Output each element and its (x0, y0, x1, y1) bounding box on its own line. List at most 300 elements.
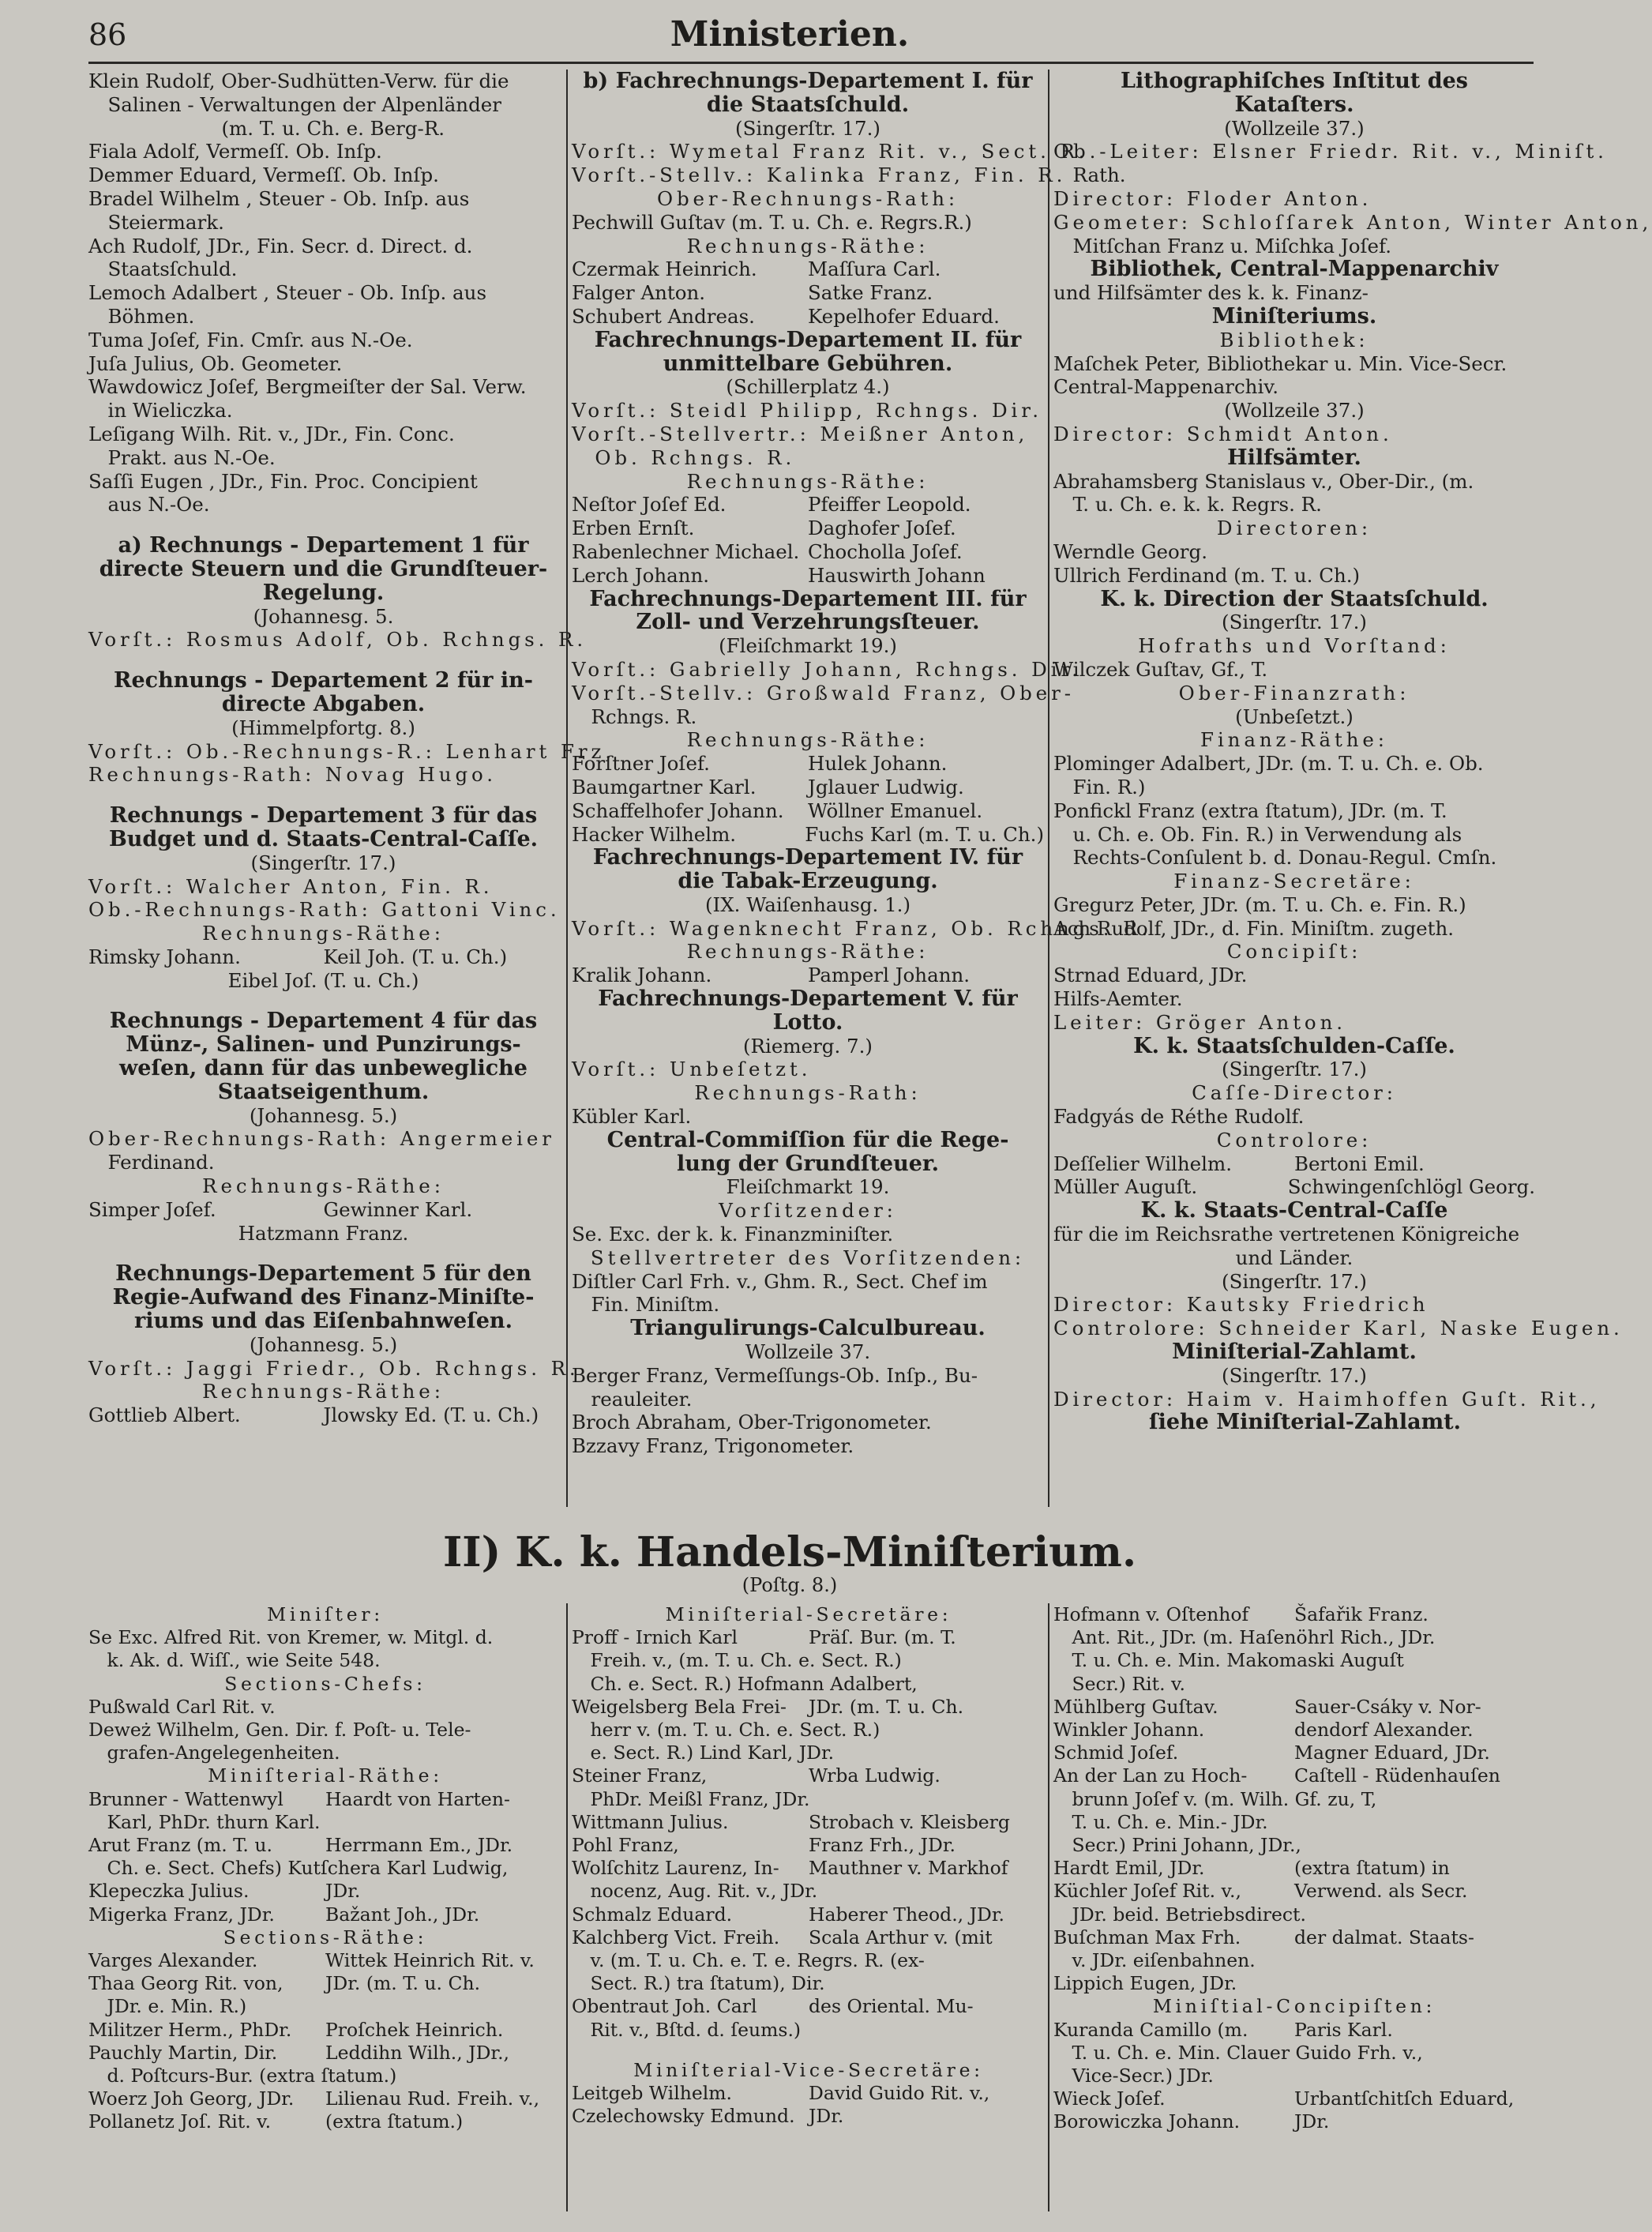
text-cell: Schwingenſchlögl Georg. (1287, 1175, 1535, 1199)
text-line (88, 1245, 558, 1262)
text-line: Leſigang Wilh. Rit. v., JDr., Fin. Conc. (88, 422, 455, 445)
text-line: unmittelbare Gebühren. (663, 351, 953, 376)
text-cell: Kalchberg Vict. Freih. (572, 1926, 780, 1948)
text-line: Wilczek Guſtav, Gf., T. (1053, 657, 1268, 681)
text-cell: JDr. (1294, 2110, 1330, 2133)
text-line (1053, 1719, 1535, 1742)
text-cell: Wittmann Julius. (572, 1810, 729, 1833)
text-line: Tuma Joſef, Fin. Cmſr. aus N.-Oe. (88, 328, 413, 351)
text-line (572, 1995, 1046, 2018)
text-line: Vorſt.: Wagenknecht Franz, Ob. Rchngs. R. (572, 916, 1152, 940)
text-cell: Hardt Emil, JDr. (1053, 1857, 1205, 1880)
text-line: Sect. R.) tra ſtatum), Dir. (572, 1972, 825, 1995)
text-line: K. k. Staatsſchulden-Caſſe. (1133, 1033, 1455, 1058)
text-cell: Verwend. als Secr. (1294, 1880, 1468, 1903)
text-line (1053, 1603, 1535, 1626)
text-cell: Leddihn Wilh., JDr., (325, 2041, 510, 2064)
text-line (1053, 2110, 1535, 2133)
text-line: herr v. (m. T. u. Ch. e. Sect. R.) (572, 1719, 880, 1742)
text-line (88, 992, 558, 1009)
text-line: Hilfsämter. (1227, 445, 1361, 470)
upper-column-1 (88, 70, 615, 1427)
text-line (1053, 1857, 1535, 1880)
text-cell: Baumgartner Karl. (572, 775, 757, 798)
text-line: (Singerſtr. 17.) (735, 116, 880, 140)
text-line: Kataſters. (1234, 92, 1354, 117)
section-address: (Poſtg. 8.) (742, 1574, 838, 1596)
text-line: Mitſchan Franz u. Miſchka Joſef. (1053, 234, 1392, 257)
text-line: Hatzmann Franz. (238, 1221, 409, 1245)
text-cell: Wrba Ludwig. (809, 1764, 941, 1787)
text-line: Rechnungs-Räthe: (202, 1380, 445, 1403)
text-line: u. Ch. e. Ob. Fin. R.) in Verwendung als (1053, 822, 1462, 846)
text-cell: Erben Ernſt. (572, 517, 695, 540)
text-line: directe Steuern und die Grundſteuer- (99, 556, 548, 581)
text-line: Lithographiſches Inſtitut des (1120, 69, 1468, 93)
text-cell: Wolſchitz Laurenz, In- (572, 1857, 779, 1880)
text-line: (Singerſtr. 17.) (1222, 1058, 1367, 1081)
text-line: JDr. beid. Betriebsdirect. (1053, 1903, 1306, 1926)
text-line: Vorſt.-Stellvertr.: Meißner Anton, (572, 422, 1029, 445)
column-rule (566, 1603, 568, 2211)
text-cell: Arut Franz (m. T. u. (88, 1834, 272, 1857)
text-cell: Hacker Wilhelm. (572, 822, 737, 846)
text-line (572, 1857, 1046, 1880)
text-line: Rechnungs - Departement 2 für in- (114, 668, 533, 693)
text-cell: Varges Alexander. (88, 1949, 258, 1972)
text-line: b) Fachrechnungs-Departement I. für (583, 69, 1033, 93)
text-cell: Gottlieb Albert. (88, 1403, 241, 1427)
text-cell: Rabenlechner Michael. (572, 539, 800, 563)
text-line: Rath. (1053, 163, 1126, 187)
text-line: Lippich Eugen, JDr. (1053, 1972, 1237, 1995)
text-line (1053, 1742, 1535, 1764)
text-cell: Schaffelhofer Johann. (572, 798, 784, 822)
text-line: JDr. e. Min. R.) (88, 1995, 247, 2018)
text-line: Salinen - Verwaltungen der Alpenländer (88, 92, 501, 116)
text-line: Triangulirungs-Calculbureau. (630, 1316, 986, 1341)
text-line: (Wollzeile 37.) (1224, 116, 1365, 140)
text-cell: Haberer Theod., JDr. (809, 1903, 1005, 1926)
text-line: Vorſt.: Jaggi Friedr., Ob. Rchngs. R. (88, 1356, 580, 1380)
text-cell: Militzer Herm., PhDr. (88, 2018, 292, 2041)
column-rule (566, 70, 568, 1507)
text-line (572, 305, 1044, 329)
text-line (88, 2019, 562, 2042)
text-line: Central-Mappenarchiv. (1053, 375, 1279, 399)
text-line: Vorſt.: Wymetal Franz Rit. v., Sect. R. (572, 140, 1089, 163)
text-cell: Chocholla Joſef. (808, 539, 963, 563)
text-line: T. u. Ch. e. Min. Makomaski Auguſt (1053, 1649, 1404, 1672)
text-line (572, 493, 1044, 517)
text-line (572, 281, 1044, 305)
text-line (1053, 1880, 1535, 1903)
text-line (88, 787, 558, 804)
text-cell: Kralik Johann. (572, 964, 712, 987)
text-line: Sections-Chefs: (224, 1672, 426, 1695)
text-line: Ch. e. Sect. Chefs) Kutſchera Karl Ludwig, (88, 1857, 509, 1880)
text-cell: Kepelhofer Eduard. (808, 304, 1000, 328)
text-line: Ob.-Leiter: Elsner Friedr. Rit. v., Miniſt. (1053, 140, 1608, 163)
text-line: Juſa Julius, Ob. Geometer. (88, 351, 343, 375)
text-cell: Küchler Joſef Rit. v., (1053, 1880, 1241, 1903)
text-line: Fachrechnungs-Departement IV. für (592, 845, 1023, 870)
text-line (88, 2042, 562, 2065)
text-line: riums und das Eiſenbahnweſen. (134, 1309, 512, 1334)
text-line: e. Sect. R.) Lind Karl, JDr. (572, 1742, 835, 1764)
text-line: Gregurz Peter, JDr. (m. T. u. Ch. e. Fin. R.) (1053, 892, 1466, 916)
text-cell: Woerz Joh Georg, JDr. (88, 2087, 295, 2110)
text-line: Director: Floder Anton. (1053, 186, 1372, 210)
text-line: Vorſt.: Gabrielly Johann, Rchngs. Dir. (572, 657, 1082, 681)
text-line: Finanz-Secretäre: (1173, 870, 1415, 893)
text-line: Bibliothek: (1219, 328, 1369, 351)
text-line: brunn Joſef v. (m. Wilh. Gf. zu, T, (1053, 1787, 1377, 1810)
text-cell: (extra ſtatum) in (1294, 1857, 1450, 1880)
header-rule (88, 62, 1534, 64)
text-cell: Brunner - Wattenwyl (88, 1787, 283, 1810)
text-cell: Herrmann Em., JDr. (325, 1834, 513, 1857)
text-line (88, 1788, 562, 1811)
text-cell: JDr. (m. T. u. Ch. (809, 1695, 964, 1718)
text-cell: Strobach v. Kleisberg (809, 1810, 1010, 1833)
text-cell: Proſchek Heinrich. (325, 2018, 504, 2041)
text-line (572, 752, 1044, 776)
text-line: PhDr. Meißl Franz, JDr. (572, 1787, 810, 1810)
text-cell: Forſtner Joſef. (572, 752, 710, 776)
text-cell: David Guido Rit. v., (809, 2082, 990, 2105)
text-cell: Maſſura Carl. (808, 257, 941, 281)
text-line: directe Abgaben. (221, 691, 426, 716)
text-line: Budget und d. Staats-Central-Caſſe. (108, 826, 539, 851)
text-cell: Mauthner v. Markhof (809, 1857, 1008, 1880)
text-cell: Wittek Heinrich Rit. v. (325, 1949, 535, 1972)
text-line: Fadgyás de Réthe Rudolf. (1053, 1105, 1305, 1129)
text-cell: Scala Arthur v. (mit (809, 1926, 993, 1948)
text-line: Prakt. aus N.-Oe. (88, 445, 276, 469)
text-cell: Lerch Johann. (572, 563, 710, 587)
text-line: Fachrechnungs-Departement V. für (598, 986, 1018, 1012)
text-line: Fin. R.) (1053, 775, 1146, 798)
lower-column-3 (1053, 1603, 1535, 2134)
text-line: Kübler Karl. (572, 1105, 692, 1129)
text-cell: Hulek Johann. (808, 752, 948, 776)
text-line: (m. T. u. Ch. e. Berg-R. (201, 116, 445, 140)
text-line: Steiermark. (88, 210, 224, 234)
text-line (88, 2087, 562, 2110)
text-cell: Pamperl Johann. (808, 964, 971, 987)
text-cell: Deſſelier Wilhelm. (1053, 1152, 1233, 1175)
text-cell: Müller Auguſt. (1053, 1175, 1198, 1199)
text-line: Ch. e. Sect. R.) Hofmann Adalbert, (572, 1672, 918, 1695)
text-line (88, 945, 558, 969)
text-line: Abrahamsberg Stanislaus v., Ober-Dir., (m. (1053, 469, 1474, 493)
text-line: Vice-Secr.) JDr. (1053, 2065, 1214, 2087)
text-cell: Wöllner Emanuel. (808, 798, 983, 822)
text-line: (Singerſtr. 17.) (250, 851, 396, 874)
section-title: II) K. k. Handels-Miniſterium. (442, 1528, 1137, 1576)
text-line: Rechnungs-Räthe: (686, 469, 929, 493)
text-line: v. (m. T. u. Ch. e. T. e. Regrs. R. (ex- (572, 1949, 925, 1972)
text-line: Münz-, Salinen- und Punzirungs- (126, 1032, 521, 1058)
text-line: Böhmen. (88, 304, 195, 328)
text-line: (Unbeſetzt.) (1235, 705, 1354, 728)
text-line: für die im Reichsrathe vertretenen Königreiche (1053, 1223, 1520, 1246)
text-line: Ferdinand. (88, 1151, 215, 1174)
text-line: Zoll- und Verzehrungsſteuer. (636, 610, 980, 635)
text-cell: Fuchs Karl (m. T. u. Ch.) (805, 822, 1044, 846)
text-line: K. k. Direction der Staatsſchuld. (1100, 586, 1489, 611)
text-line: (Riemerg. 7.) (743, 1034, 873, 1058)
text-cell: An der Lan zu Hoch- (1053, 1764, 1248, 1787)
text-line: aus N.-Oe. (88, 493, 210, 517)
text-line: Miniſterial-Räthe: (208, 1764, 443, 1787)
text-cell: Leitgeb Wilhelm. (572, 2082, 733, 2105)
text-line (1053, 1152, 1535, 1176)
text-line: Finanz-Räthe: (1200, 728, 1388, 752)
text-line: Miniſterial-Vice-Secretäre: (633, 2058, 984, 2081)
text-line: Bzzavy Franz, Trigonometer. (572, 1434, 854, 1458)
text-line: Director: Kautsky Friedrich (1053, 1293, 1429, 1317)
text-line: Plominger Adalbert, JDr. (m. T. u. Ch. e. Ob. (1053, 752, 1484, 776)
text-cell: Proff - Irnich Karl (572, 1626, 738, 1649)
text-cell: Bažant Joh., JDr. (325, 1903, 480, 1926)
text-line (1053, 2019, 1535, 2042)
text-line: (Johannesg. 5. (253, 604, 394, 628)
text-line: die Tabak-Erzeugung. (678, 869, 938, 894)
text-line: Fiala Adolf, Vermeſſ. Ob. Inſp. (88, 140, 382, 163)
text-line: Ob. Rchngs. R. (572, 445, 796, 469)
text-line: Concipiſt: (1226, 940, 1362, 964)
text-cell: Wieck Joſef. (1053, 2087, 1166, 2110)
text-line (88, 1949, 562, 1972)
text-line: Se. Exc. der k. k. Finanzminiſter. (572, 1223, 894, 1246)
text-cell: Paris Karl. (1294, 2018, 1393, 2041)
text-line: Fachrechnungs-Departement II. für (594, 327, 1022, 352)
text-line (572, 2105, 1046, 2128)
text-line: (Johannesg. 5.) (249, 1332, 398, 1356)
text-line: die Staatsſchuld. (706, 92, 910, 117)
text-cell: Jlowsky Ed. (T. u. Ch.) (323, 1403, 539, 1427)
text-line: Rechnungs-Räthe: (686, 940, 929, 964)
text-line: Leiter: Gröger Anton. (1053, 1010, 1346, 1034)
text-line: Ob.-Rechnungs-Rath: Gattoni Vinc. (88, 898, 561, 922)
text-line (572, 1764, 1046, 1787)
text-line: Ullrich Ferdinand (m. T. u. Ch.) (1053, 563, 1361, 587)
text-cell: Pfeiffer Leopold. (808, 493, 971, 517)
text-line (572, 799, 1044, 823)
text-cell: Schmid Joſef. (1053, 1742, 1179, 1764)
text-line: Miniſtial-Concipiſten: (1152, 1995, 1436, 2018)
text-line: Berger Franz, Vermeſſungs-Ob. Inſp., Bu- (572, 1363, 978, 1387)
text-cell: der dalmat. Staats- (1294, 1926, 1474, 1948)
text-line: Controlore: (1216, 1128, 1372, 1152)
text-line: (Singerſtr. 17.) (1222, 1269, 1367, 1293)
text-line: T. u. Ch. e. Min. Clauer Guido Frh. v., (1053, 2041, 1423, 2064)
text-line: Ponfickl Franz (extra ſtatum), JDr. (m. T. (1053, 798, 1447, 822)
text-cell: Urbantſchitſch Eduard, (1294, 2087, 1515, 2110)
text-line: Sections-Räthe: (223, 1926, 428, 1948)
text-line: Rechts-Conſulent b. d. Donau-Regul. Cmſn. (1053, 846, 1497, 870)
text-line: Rechnungs-Rath: (694, 1081, 922, 1105)
text-cell: Czermak Heinrich. (572, 257, 757, 281)
text-line: Miniſter: (267, 1603, 384, 1625)
text-line: Rechnungs-Räthe: (202, 922, 445, 945)
text-cell: des Oriental. Mu- (809, 1995, 974, 2018)
text-line (572, 1903, 1046, 1926)
text-line (572, 1811, 1046, 1834)
text-line: Bibliothek, Central-Mappenarchiv (1090, 257, 1499, 282)
text-line: reauleiter. (572, 1387, 693, 1411)
text-line: Lemoch Adalbert , Steuer - Ob. Inſp. aus (88, 281, 487, 305)
text-line: Rchngs. R. (572, 705, 697, 728)
text-line: T. u. Ch. e. k. k. Regrs. R. (1053, 493, 1322, 517)
text-line: k. Ak. d. Wiſſ., wie Seite 548. (88, 1649, 381, 1672)
text-line: Rechnungs - Departement 4 für das (109, 1009, 538, 1034)
text-cell: Pohl Franz, (572, 1834, 679, 1857)
text-line: und Länder. (1235, 1246, 1354, 1269)
text-cell: Migerka Franz, JDr. (88, 1903, 275, 1926)
text-line: (Schillerplatz 4.) (726, 375, 890, 399)
text-line: Ober-Rechnungs-Rath: (656, 186, 959, 210)
text-cell: Mühlberg Guſtav. (1053, 1695, 1218, 1718)
text-line: Fachrechnungs-Departement III. für (589, 586, 1027, 611)
text-line: Controlore: Schneider Karl, Naske Eugen. (1053, 1317, 1624, 1340)
text-cell: Winkler Johann. (1053, 1719, 1205, 1742)
text-line: Fin. Miniſtm. (572, 1293, 720, 1317)
text-line: Broch Abraham, Ober-Trigonometer. (572, 1411, 932, 1434)
text-line: Rit. v., Bſtd. d. ſeums.) (572, 2018, 802, 2041)
text-line (572, 1626, 1046, 1649)
upper-column-3 (1053, 69, 1652, 1435)
text-line (88, 1880, 562, 1903)
text-cell: JDr. (809, 2105, 844, 2128)
text-line: Ober-Rechnungs-Rath: Angermeier (88, 1127, 555, 1151)
text-line: Staatseigenthum. (217, 1079, 430, 1104)
text-line: Miniſteriums. (1211, 303, 1377, 329)
text-line: (Wollzeile 37.) (1224, 399, 1365, 423)
text-cell: Haardt von Harten- (325, 1787, 510, 1810)
page-number: 86 (88, 17, 127, 52)
text-line (572, 776, 1044, 799)
text-cell: Pauchly Martin, Dir. (88, 2041, 278, 2064)
text-line (88, 1403, 558, 1427)
text-line: Freih. v., (m. T. u. Ch. e. Sect. R.) (572, 1649, 902, 1672)
text-cell: Thaa Georg Rit. von, (88, 1972, 283, 1995)
text-cell: Simper Joſef. (88, 1197, 216, 1221)
text-cell: dendorf Alexander. (1294, 1719, 1474, 1742)
text-line: Bradel Wilhelm , Steuer - Ob. Inſp. aus (88, 186, 470, 210)
text-cell: Bertoni Emil. (1294, 1152, 1425, 1175)
text-line (1053, 1764, 1535, 1787)
text-line: Karl, PhDr. thurn Karl. (88, 1810, 321, 1833)
text-line: Directoren: (1216, 517, 1372, 540)
text-line: nocenz, Aug. Rit. v., JDr. (572, 1880, 818, 1903)
text-cell: JDr. (325, 1880, 361, 1903)
text-line: Vorſt.: Rosmus Adolf, Ob. Rchngs. R. (88, 628, 588, 652)
text-line: Vorſt.-Stellv.: Kalinka Franz, Fin. R. (572, 163, 1067, 187)
text-line (572, 964, 1044, 987)
text-line: Miniſterial-Secretäre: (665, 1603, 952, 1625)
column-rule (1048, 1603, 1049, 2211)
text-line: (Himmelpfortg. 8.) (231, 716, 415, 739)
text-line: v. JDr. eiſenbahnen. (1053, 1949, 1256, 1972)
text-line (572, 1926, 1046, 1949)
text-cell: Jglauer Ludwig. (808, 775, 964, 798)
text-line (572, 1696, 1046, 1719)
text-line: Pußwald Carl Rit. v. (88, 1695, 276, 1718)
text-line: Rechnungs-Räthe: (686, 728, 929, 752)
text-line: ſiehe Miniſterial-Zahlamt. (1127, 1410, 1462, 1435)
text-cell: Daghofer Joſef. (808, 517, 956, 540)
text-cell: (extra ſtatum.) (325, 2110, 464, 2133)
text-line (1053, 1175, 1535, 1199)
text-cell: Magner Eduard, JDr. (1294, 1742, 1490, 1764)
text-line: Central-Commiſſion für die Rege- (606, 1127, 1009, 1152)
text-line: Vorſt.: Unbeſetzt. (572, 1058, 812, 1081)
text-line (572, 564, 1044, 588)
text-cell: Keil Joh. (T. u. Ch.) (323, 945, 508, 968)
column-rule (1048, 70, 1049, 1507)
text-line (572, 823, 1044, 847)
text-cell: Neſtor Joſef Ed. (572, 493, 727, 517)
text-line (1053, 1926, 1535, 1949)
text-cell: Gewinner Karl. (323, 1197, 473, 1221)
text-line: Miniſterial-Zahlamt. (1172, 1340, 1417, 1365)
text-cell: Schubert Andreas. (572, 304, 755, 328)
text-line (572, 1834, 1046, 1857)
text-line: Saſſi Eugen , JDr., Fin. Proc. Concipient (88, 469, 478, 493)
text-line: Secr.) Rit. v. (1053, 1672, 1185, 1695)
text-cell: Weigelsberg Bela Frei- (572, 1695, 787, 1718)
text-line: (IX. Waiſenhausg. 1.) (704, 892, 911, 916)
text-cell: Rimsky Johann. (88, 945, 241, 968)
text-line: Ach Rudolf, JDr., Fin. Secr. d. Direct. d. (88, 234, 473, 257)
text-line: (Fleiſchmarkt 19.) (719, 634, 897, 658)
text-cell: Klepeczka Julius. (88, 1880, 250, 1903)
text-cell: Hauswirth Johann (808, 563, 986, 587)
text-cell: Schmalz Eduard. (572, 1903, 733, 1926)
text-line: grafen-Angelegenheiten. (88, 1742, 340, 1764)
text-line: Regie-Aufwand des Finanz-Miniſte- (112, 1285, 535, 1310)
lower-column-1 (88, 1603, 562, 2134)
text-line: Ober-Finanzrath: (1178, 681, 1410, 705)
text-line (572, 2082, 1046, 2105)
text-line: Staatsſchuld. (88, 257, 238, 281)
text-line: (Singerſtr. 17.) (1222, 1363, 1367, 1387)
text-cell: Obentraut Joh. Carl (572, 1995, 757, 2018)
text-line (88, 517, 558, 534)
text-line (88, 652, 558, 669)
text-cell: Šafařik Franz. (1294, 1603, 1429, 1625)
text-line: Caſſe-Director: (1192, 1081, 1397, 1105)
text-cell: Satke Franz. (808, 281, 933, 305)
lower-column-2 (572, 1603, 1046, 2128)
text-line: Werndle Georg. (1053, 539, 1207, 563)
text-line: Director: Schmidt Anton. (1053, 422, 1393, 445)
running-head: Ministerien. (670, 14, 910, 54)
text-line (88, 1903, 562, 1926)
text-line (1053, 2087, 1535, 2110)
text-cell: Borowiczka Johann. (1053, 2110, 1241, 2133)
text-cell: Kuranda Camillo (m. (1053, 2018, 1248, 2041)
text-line (88, 1834, 562, 1857)
text-line: Ant. Rit., JDr. (m. Haſenöhrl Rich., JDr. (1053, 1626, 1436, 1649)
text-cell: Falger Anton. (572, 281, 706, 305)
text-line: Regelung. (262, 580, 385, 605)
text-line: Vorſt.-Stellv.: Großwald Franz, Ober- (572, 681, 1075, 705)
text-cell: Buſchman Max Frh. (1053, 1926, 1241, 1948)
